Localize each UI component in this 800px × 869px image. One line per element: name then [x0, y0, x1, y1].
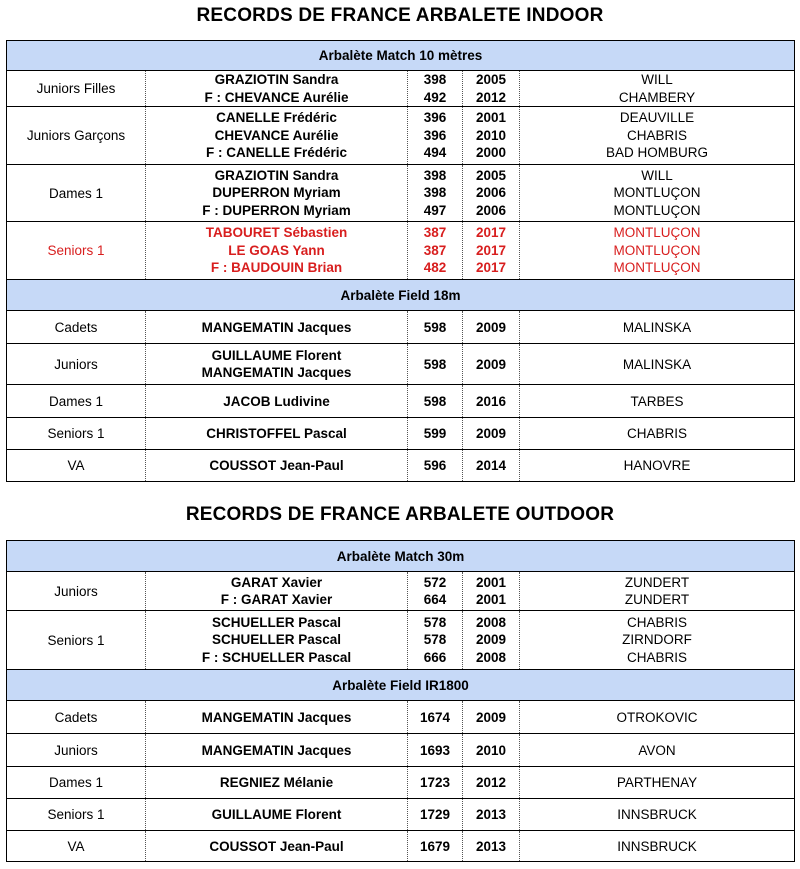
archer-name: SCHUELLER Pascal [211, 632, 342, 648]
record-year: 2017 [475, 260, 507, 276]
record-group [7, 311, 795, 344]
record-place: OTROKOVIC [520, 701, 795, 734]
archer-names [146, 611, 408, 670]
score-value: 1723 [408, 767, 463, 799]
record-group [7, 767, 795, 799]
record-group [7, 734, 795, 767]
score-value: 598 [408, 385, 463, 418]
category-cell: Cadets [7, 701, 146, 734]
section-header [7, 280, 795, 311]
record-year: 2017 [475, 242, 507, 258]
archer-name: COUSSOT Jean-Paul [146, 450, 408, 482]
category-cell: Juniors Filles [7, 71, 146, 107]
category-cell: Seniors 1 [7, 222, 146, 280]
record-year: 2005 [475, 167, 507, 183]
archer-name: TABOURET Sébastien [205, 225, 348, 241]
indoor-records-table [6, 40, 795, 482]
record-year: 2010 [463, 734, 520, 767]
category-cell: Juniors [7, 344, 146, 385]
category-cell: Juniors [7, 572, 146, 611]
category-cell: Dames 1 [7, 385, 146, 418]
score-value: 497 [423, 202, 447, 218]
scores [408, 572, 463, 611]
score-value: 578 [423, 632, 447, 648]
record-place: WILL [641, 167, 673, 183]
record-place: HANOVRE [520, 450, 795, 482]
record-year: 2005 [475, 72, 507, 87]
archer-name: F : CANELLE Frédéric [205, 145, 348, 161]
archer-name: CHEVANCE Aurélie [214, 127, 339, 143]
places [520, 107, 795, 165]
record-place: MALINSKA [520, 344, 795, 385]
record-place: MONTLUÇON [613, 202, 701, 218]
years [463, 572, 520, 611]
archer-name: COUSSOT Jean-Paul [146, 831, 408, 862]
record-year: 2008 [475, 614, 507, 630]
record-year: 2012 [463, 767, 520, 799]
record-place: ZUNDERT [624, 592, 690, 607]
archer-name: F : BAUDOUIN Brian [210, 260, 343, 276]
record-group [7, 611, 795, 670]
archer-names [146, 107, 408, 165]
section-header [7, 541, 795, 572]
category-cell: Seniors 1 [7, 418, 146, 450]
record-year: 2013 [463, 799, 520, 831]
score-value: 598 [408, 344, 463, 385]
record-year: 2017 [475, 225, 507, 241]
archer-name: GRAZIOTIN Sandra [214, 72, 339, 87]
record-year: 2016 [463, 385, 520, 418]
record-place: WILL [641, 72, 673, 87]
record-year: 2001 [475, 574, 507, 590]
outdoor-records-table [6, 540, 795, 862]
places [520, 222, 795, 280]
score-value: 398 [423, 167, 447, 183]
record-year: 2012 [475, 89, 507, 105]
record-group [7, 701, 795, 734]
record-year: 2001 [475, 110, 507, 126]
record-place: AVON [520, 734, 795, 767]
record-group [7, 165, 795, 222]
category-cell: Seniors 1 [7, 611, 146, 670]
category-cell: VA [7, 831, 146, 862]
places [520, 165, 795, 222]
scores [408, 71, 463, 107]
category-cell: Juniors [7, 734, 146, 767]
record-year: 2009 [463, 344, 520, 385]
indoor-title: RECORDS DE FRANCE ARBALETE INDOOR [196, 5, 604, 26]
score-value: 387 [423, 242, 447, 258]
record-year: 2006 [475, 185, 507, 201]
record-group [7, 450, 795, 482]
category-cell: Seniors 1 [7, 799, 146, 831]
years [463, 222, 520, 280]
record-place: PARTHENAY [520, 767, 795, 799]
years [463, 611, 520, 670]
score-value: 578 [423, 614, 447, 630]
archer-names [146, 572, 408, 611]
scores [408, 165, 463, 222]
category-cell: Dames 1 [7, 165, 146, 222]
section-title: Arbalète Match 10 mètres [7, 41, 795, 71]
score-value: 398 [423, 185, 447, 201]
record-place: MALINSKA [520, 311, 795, 344]
archer-names [146, 222, 408, 280]
record-place: CHABRIS [627, 649, 688, 665]
score-value: 598 [408, 311, 463, 344]
archer-name: F : DUPERRON Myriam [202, 202, 351, 218]
category-cell: Dames 1 [7, 767, 146, 799]
score-value: 1679 [408, 831, 463, 862]
category-cell: Juniors Garçons [7, 107, 146, 165]
score-value: 492 [423, 89, 447, 105]
record-group [7, 831, 795, 862]
archer-name: GARAT Xavier [230, 574, 323, 590]
archer-names [146, 165, 408, 222]
archer-name: F : SCHUELLER Pascal [201, 649, 352, 665]
archer-name: DUPERRON Myriam [212, 185, 341, 201]
record-place: INNSBRUCK [520, 831, 795, 862]
places [520, 611, 795, 670]
section-title: Arbalète Match 30m [7, 541, 795, 572]
record-place: TARBES [520, 385, 795, 418]
scores [408, 611, 463, 670]
archer-name: GUILLAUME Florent [211, 347, 342, 363]
record-year: 2009 [463, 701, 520, 734]
record-place: ZUNDERT [624, 574, 690, 590]
record-year: 2009 [463, 311, 520, 344]
record-place: BAD HOMBURG [606, 145, 709, 161]
places [520, 71, 795, 107]
record-place: CHABRIS [520, 418, 795, 450]
archer-name: JACOB Ludivine [146, 385, 408, 418]
outdoor-title: RECORDS DE FRANCE ARBALETE OUTDOOR [185, 504, 615, 525]
record-year: 2001 [475, 592, 507, 607]
score-value: 482 [423, 260, 447, 276]
record-group [7, 572, 795, 611]
archer-name: SCHUELLER Pascal [211, 614, 342, 630]
record-group [7, 71, 795, 107]
record-group-highlighted [7, 222, 795, 280]
record-place: DEAUVILLE [619, 110, 695, 126]
record-place: ZIRNDORF [622, 632, 692, 648]
archer-name: MANGEMATIN Jacques [146, 311, 408, 344]
record-group [7, 385, 795, 418]
record-group [7, 418, 795, 450]
record-year: 2000 [475, 145, 507, 161]
record-place: MONTLUÇON [613, 225, 701, 241]
record-place: CHABRIS [627, 127, 688, 143]
score-value: 596 [408, 450, 463, 482]
archer-name: CANELLE Frédéric [216, 110, 337, 126]
record-group [7, 799, 795, 831]
archer-name: MANGEMATIN Jacques [201, 365, 352, 380]
score-value: 664 [423, 592, 447, 607]
section-title: Arbalète Field IR1800 [7, 670, 795, 701]
record-year: 2009 [475, 632, 507, 648]
archer-name: MANGEMATIN Jacques [146, 701, 408, 734]
archer-name: F : CHEVANCE Aurélie [204, 89, 349, 105]
score-value: 396 [423, 110, 447, 126]
record-year: 2010 [475, 127, 507, 143]
score-value: 599 [408, 418, 463, 450]
record-place: MONTLUÇON [613, 260, 701, 276]
record-year: 2009 [463, 418, 520, 450]
score-value: 1729 [408, 799, 463, 831]
section-header [7, 670, 795, 701]
record-year: 2008 [475, 649, 507, 665]
record-place: INNSBRUCK [520, 799, 795, 831]
archer-name: MANGEMATIN Jacques [146, 734, 408, 767]
years [463, 165, 520, 222]
archer-name: LE GOAS Yann [228, 242, 325, 258]
record-place: CHAMBERY [618, 89, 696, 105]
scores [408, 107, 463, 165]
category-cell: VA [7, 450, 146, 482]
section-header [7, 41, 795, 71]
score-value: 396 [423, 127, 447, 143]
archer-names [146, 71, 408, 107]
score-value: 1674 [408, 701, 463, 734]
record-year: 2014 [463, 450, 520, 482]
scores [408, 222, 463, 280]
score-value: 398 [423, 72, 447, 87]
record-place: MONTLUÇON [613, 185, 701, 201]
score-value: 572 [423, 574, 447, 590]
category-cell: Cadets [7, 311, 146, 344]
score-value: 1693 [408, 734, 463, 767]
archer-name: CHRISTOFFEL Pascal [146, 418, 408, 450]
years [463, 107, 520, 165]
score-value: 494 [423, 145, 447, 161]
archer-names [146, 344, 408, 385]
record-year: 2006 [475, 202, 507, 218]
record-group [7, 107, 795, 165]
archer-name: F : GARAT Xavier [220, 592, 333, 607]
archer-name: GRAZIOTIN Sandra [214, 167, 339, 183]
record-place: MONTLUÇON [613, 242, 701, 258]
record-place: CHABRIS [627, 614, 688, 630]
archer-name: REGNIEZ Mélanie [146, 767, 408, 799]
places [520, 572, 795, 611]
record-group [7, 344, 795, 385]
score-value: 666 [423, 649, 447, 665]
years [463, 71, 520, 107]
section-title: Arbalète Field 18m [7, 280, 795, 311]
score-value: 387 [423, 225, 447, 241]
archer-name: GUILLAUME Florent [146, 799, 408, 831]
record-year: 2013 [463, 831, 520, 862]
